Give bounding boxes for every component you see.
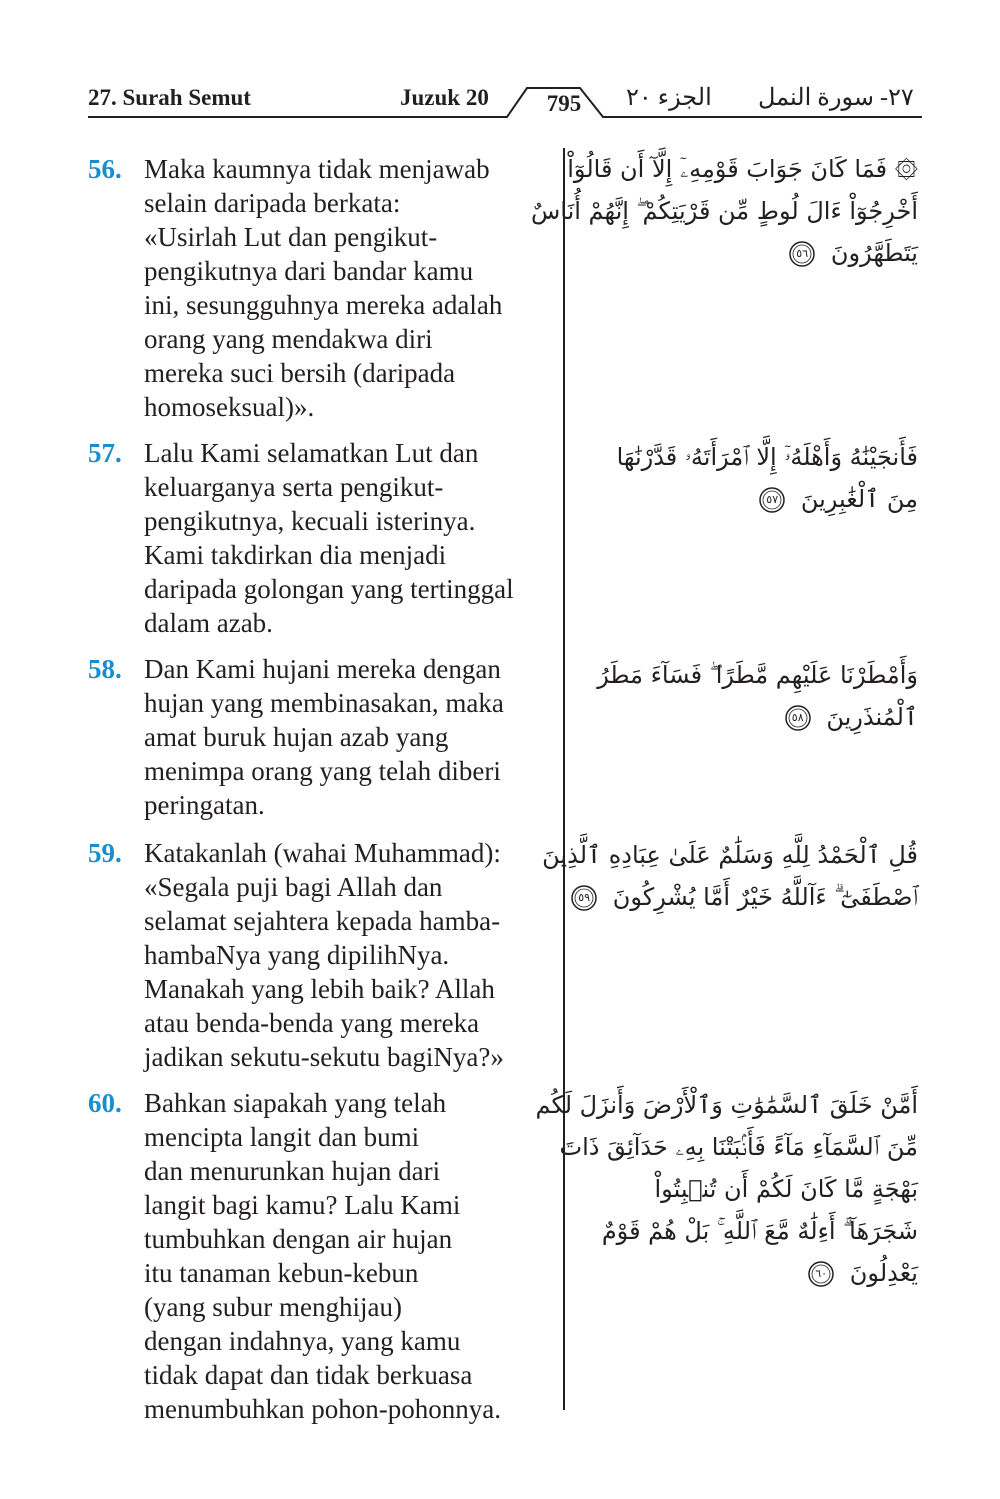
arabic-line [598,696,918,738]
text-line: daripada golongan yang tertinggal [144,574,514,604]
arabic-line: أَخْرِجُوٓاْ ءَالَ لُوطٍ مِّن قَرْيَتِكُمْ ۖ إِنَّهُمْ أُنَاسٌ [530,197,918,225]
verse-56-arabic [530,148,918,274]
arabic-juz-label: الجزء ٢٠ [626,85,712,111]
text-line: Bahkan siapakah yang telah [144,1088,447,1118]
verse-number: 59. [88,838,122,868]
arabic-line [598,232,918,274]
ayah-number: ٥٧ [766,493,779,506]
arabic-text: مِنَ ٱلْغَٰبِرِينَ [800,485,918,513]
verse-58-arabic [598,654,918,738]
text-line: amat buruk hujan azab yang [144,722,449,752]
text-line: atau benda-benda yang mereka [144,1008,480,1038]
text-line: peringatan. [144,790,265,820]
ayah-number: ٥٦ [796,247,809,260]
arabic-line: بَهْجَةٍ مَّا كَانَ لَكُمْ أَن تُنۢبِتُواْ [654,1175,918,1203]
ayah-number: ٥٨ [791,711,804,724]
text-line: mereka suci bersih (daripada [144,358,456,388]
text-line: Kami takdirkan dia menjadi [144,540,447,570]
arabic-line: شَجَرَهَآ ۗ أَءِلَٰهٌ مَّعَ ٱللَّهِ ۚ بَلْ هُمْ قَوْمٌ [601,1217,918,1245]
verse-number: 60. [88,1088,122,1118]
text-line: tumbuhkan dengan air hujan [144,1224,453,1254]
text-line: (yang subur menghijau) [144,1292,402,1322]
text-line: selamat sejahtera kepada hamba- [144,906,501,936]
arabic-line: قُلِ ٱلْحَمْدُ لِلَّهِ وَسَلَٰمٌ عَلَىٰ عِبَادِهِ ٱلَّذِينَ [542,841,918,869]
text-line: Dan Kami hujani mereka dengan [144,654,501,684]
arabic-line: وَأَمْطَرْنَا عَلَيْهِم مَّطَرًا ۖ فَسَآءَ مَطَرُ [597,661,918,689]
text-line: dan menurunkan hujan dari [144,1156,441,1186]
arabic-line: أَمَّنْ خَلَقَ ٱلسَّمَٰوَٰتِ وَٱلْأَرْضَ وَأَنزَلَ لَكُم [535,1091,918,1119]
page-number: 795 [546,91,582,116]
arabic-line [578,876,918,918]
arabic-line [598,1252,918,1294]
arabic-text: يَعْدِلُونَ [849,1259,918,1287]
verse-59-arabic [542,834,918,918]
text-line: menumbuhkan pohon-pohonnya. [144,1394,501,1424]
ayah-end-marker-icon [783,703,813,733]
verse-57-arabic [598,436,918,520]
text-line: Manakah yang lebih baik? Allah [144,974,495,1004]
text-line: dalam azab. [144,608,273,638]
text-line: pengikutnya dari bandar kamu [144,256,474,286]
text-line: «Segala puji bagi Allah dan [144,872,443,902]
text-line: Maka kaumnya tidak menjawab [144,154,490,184]
arabic-line: فَأَنجَيْنَٰهُ وَأَهْلَهُۥٓ إِلَّا ٱمْرَأَتَهُۥ قَدَّرْنَٰهَا [616,443,918,471]
arabic-text: ٱلْمُنذَرِينَ [826,703,918,731]
arabic-line [598,478,918,520]
ayah-end-marker-icon [806,1259,836,1289]
verse-number: 58. [88,654,122,684]
verse-number: 56. [88,154,122,184]
text-line: Lalu Kami selamatkan Lut dan [144,438,479,468]
ayah-end-marker-icon [787,239,817,269]
ayah-number: ٥٩ [578,891,591,904]
text-line: itu tanaman kebun-kebun [144,1258,419,1288]
arabic-line: مِّنَ ٱلسَّمَآءِ مَآءً فَأَنۢبَتْنَا بِهِۦ حَدَآئِقَ ذَاتَ [559,1133,918,1161]
text-line: selain daripada berkata: [144,188,401,218]
text-line: pengikutnya, kecuali isterinya. [144,506,476,536]
text-line: Katakanlah (wahai Muhammad): [144,838,501,868]
text-line: hambaNya yang dipilihNya. [144,940,450,970]
text-line: ini, sesungguhnya mereka adalah [144,290,503,320]
text-line: langit bagi kamu? Lalu Kami [144,1190,461,1220]
text-line: menimpa orang yang telah diberi [144,756,501,786]
ayah-end-marker-icon [569,883,599,913]
ayah-number: ٦٠ [815,1267,828,1280]
arabic-text: يَتَطَهَّرُونَ [830,239,918,267]
ayah-end-marker-icon [757,485,787,515]
arabic-surah-title: ٢٧- سورة النمل [758,85,914,111]
surah-title: 27. Surah Semut [88,85,251,110]
text-line: orang yang mendakwa diri [144,324,433,354]
arabic-line: ۞ فَمَا كَانَ جَوَابَ قَوْمِهِۦٓ إِلَّآ أَن قَالُوٓاْ [567,155,918,183]
juzuk-label: Juzuk 20 [400,85,489,110]
column-divider [563,148,565,1410]
text-line: mencipta langit dan bumi [144,1122,420,1152]
verse-60-arabic [535,1084,918,1294]
text-line: keluarganya serta pengikut- [144,472,444,502]
text-line: jadikan sekutu-sekutu bagiNya?» [144,1042,504,1072]
text-line: homoseksual)». [144,392,315,422]
text-line: dengan indahnya, yang kamu [144,1326,461,1356]
text-line: «Usirlah Lut dan pengikut- [144,222,438,252]
text-line: hujan yang membinasakan, maka [144,688,504,718]
verse-number: 57. [88,438,122,468]
text-line: tidak dapat dan tidak berkuasa [144,1360,473,1390]
arabic-text: ٱصْطَفَىٰٓ ۗ ءَآللَّهُ خَيْرٌ أَمَّا يُشْرِكُونَ [612,883,918,911]
